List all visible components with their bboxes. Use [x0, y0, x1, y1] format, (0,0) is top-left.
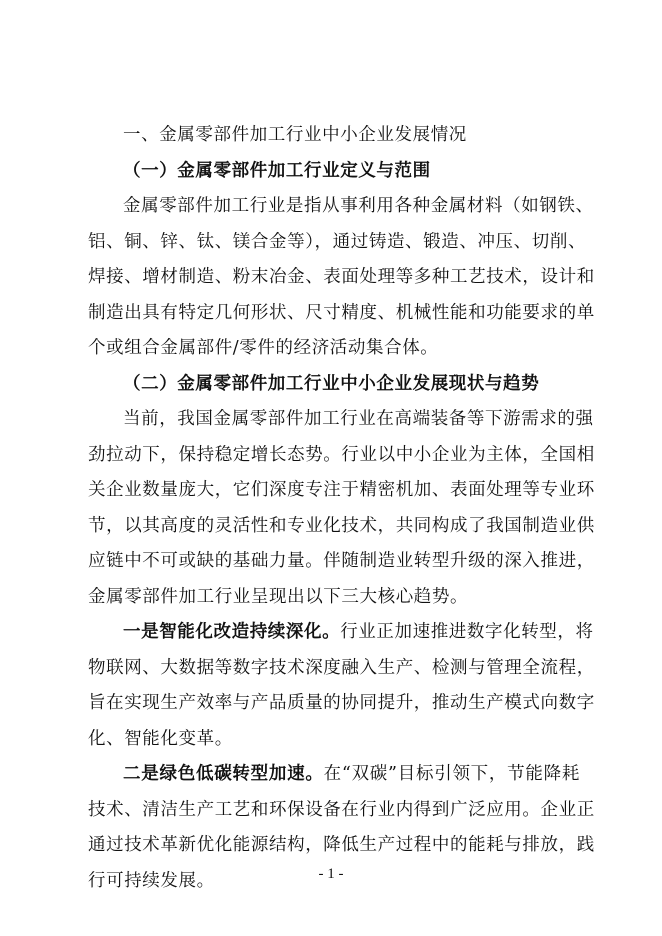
trend-1-first-line	[88, 615, 594, 651]
paragraph-line: 金属零部件加工行业呈现出以下三大核心趋势。	[88, 586, 469, 607]
trend-2-first-line	[88, 757, 580, 793]
subsection-1-heading: （一）金属零部件加工行业定义与范围	[123, 160, 431, 181]
trend-2-lead: 二是绿色低碳转型加速。	[123, 764, 324, 784]
paragraph-line: 关企业数量庞大，它们深度专注于精密机加、表面处理等专业环	[88, 480, 595, 500]
document-body	[88, 118, 595, 899]
paragraph-line: 当前，我国金属零部件加工行业在高端装备等下游需求的强	[123, 409, 594, 429]
trend-2-text: 在“双碳”目标引领下，节能降耗	[323, 764, 580, 784]
paragraph-line: 旨在实现生产效率与产品质量的协同提升，推动生产模式向数字	[88, 693, 595, 713]
paragraph-line: 技术、清洁生产工艺和环保设备在行业内得到广泛应用。企业正	[88, 799, 595, 820]
paragraph-line: 焊接、增材制造、粉末冶金、表面处理等多种工艺技术，设计和	[88, 267, 595, 287]
paragraph-line: 劲拉动下，保持稳定增长态势。行业以中小企业为主体，全国相	[88, 444, 595, 465]
paragraph-line: 个或组合金属部件/零件的经济活动集合体。	[88, 338, 439, 358]
paragraph-line: 物联网、大数据等数字技术深度融入生产、检测与管理全流程，	[88, 657, 595, 678]
paragraph-line: 节，以其高度的灵活性和专业化技术，共同构成了我国制造业供	[88, 515, 595, 536]
paragraph-line: 制造出具有特定几何形状、尺寸精度、机械性能和功能要求的单	[88, 302, 595, 323]
paragraph-line: 金属零部件加工行业是指从事利用各种金属材料（如钢铁、	[123, 196, 594, 216]
paragraph-line: 应链中不可或缺的基础力量。伴随制造业转型升级的深入推进，	[88, 551, 595, 571]
trend-1-text: 行业正加速推进数字化转型，将	[340, 622, 594, 642]
paragraph-line: 铝、铜、锌、钛、镁合金等），通过铸造、锻造、冲压、切削、	[88, 231, 587, 252]
subsection-2-heading: （二）金属零部件加工行业中小企业发展现状与趋势	[123, 373, 540, 394]
paragraph-line: 化、智能化变革。	[88, 728, 233, 749]
paragraph-line: 通过技术革新优化能源结构，降低生产过程中的能耗与排放，践	[88, 835, 595, 855]
section-heading: 一、金属零部件加工行业中小企业发展情况	[123, 125, 467, 145]
trend-1-lead: 一是智能化改造持续深化。	[123, 622, 341, 642]
paragraph-line: 行可持续发展。	[88, 870, 215, 891]
page-number: - 1 -	[318, 866, 344, 882]
